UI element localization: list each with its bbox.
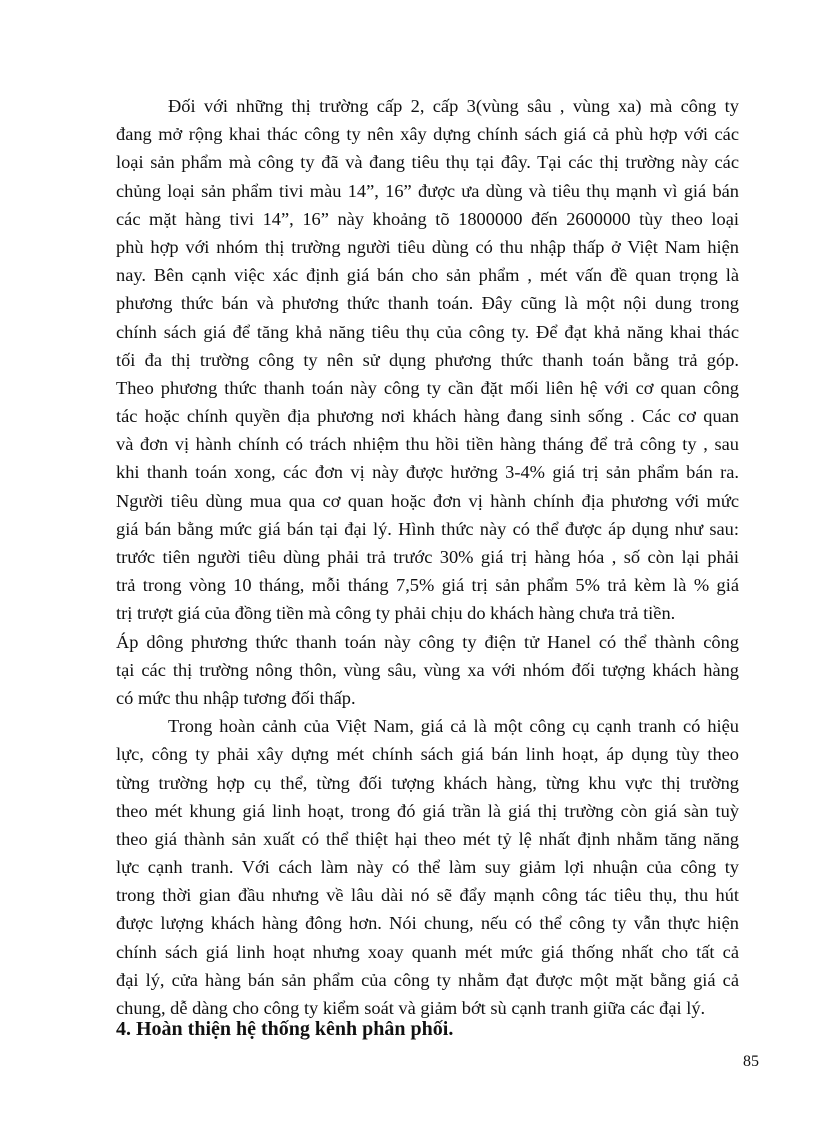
text-line: lực, công ty phải xây dựng mét chính sách giá bán linh hoạt, áp dụng tùy theo (116, 744, 739, 765)
page-number: 85 (743, 1053, 759, 1070)
text-line: từng trường hợp cụ thể, từng đối tượng khách hàng, từng khu vực thị trường (116, 772, 739, 793)
text-line: được lượng khách hàng đông hơn. Nói chung, nếu có thể công ty vẫn thực hiện (116, 913, 739, 934)
text-line: tại các thị trường nông thôn, vùng sâu, vùng xa với nhóm đối tượng khách hàng (116, 659, 739, 680)
text-line: tối đa thị trường công ty nên sử dụng phương thức thanh toán bằng trả góp. (116, 349, 739, 370)
text-line: chính sách giá để tăng khả năng tiêu thụ của công ty. Để đạt khả năng khai thác (116, 321, 739, 342)
text-line: và đơn vị hành chính có trách nhiệm thu hồi tiền hàng tháng để trả công ty , sau (116, 434, 739, 455)
text-line: Theo phương thức thanh toán này công ty cần đặt mối liên hệ với cơ quan công (116, 377, 739, 398)
section-heading: 4. Hoàn thiện hệ thống kênh phân phối. (116, 1018, 454, 1040)
text-line: Đối với những thị trường cấp 2, cấp 3(vùng sâu , vùng xa) mà công ty (168, 96, 739, 116)
text-line: trị trượt giá của đồng tiền mà công ty phải chịu do khách hàng chưa trả tiền. (116, 603, 676, 624)
text-line: nay. Bên cạnh việc xác định giá bán cho sản phẩm , mét vấn đề quan trọng là (116, 265, 739, 286)
text-line: loại sản phẩm mà công ty đã và đang tiêu thụ tại đây. Tại các thị trường này các (116, 152, 739, 173)
text-line: theo giá thành sản xuất có thể thiệt hại theo mét tỷ lệ nhất định nhằm tăng năng (116, 828, 739, 849)
text-line: đại lý, cửa hàng bán sản phẩm của công ty nhằm đạt được một mặt bằng giá cả (116, 969, 739, 990)
text-line: khi thanh toán xong, các đơn vị này được hưởng 3-4% giá trị sản phẩm bán ra. (116, 462, 739, 483)
text-line: trước tiên người tiêu dùng phải trả trước 30% giá trị hàng hóa , số còn lại phải (116, 547, 739, 567)
text-line: chung, dễ dàng cho công ty kiểm soát và giảm bớt sù cạnh tranh giữa các đại lý. (116, 998, 706, 1018)
text-line: theo mét khung giá linh hoạt, trong đó giá trần là giá thị trường còn giá sàn tuỳ (116, 800, 739, 821)
paragraph-hanel-application (116, 628, 739, 713)
text-line: Người tiêu dùng mua qua cơ quan hoặc đơn vị hành chính địa phương với mức (116, 490, 739, 511)
text-line: trong thời gian đầu nhưng về lâu dài nó sẽ đẩy mạnh công tác tiêu thụ, thu hút (116, 885, 739, 906)
text-line: tác hoặc chính quyền địa phương nơi khách hàng đang sinh sống . Các cơ quan (116, 406, 739, 427)
text-line: các mặt hàng tivi 14”, 16” này khoảng tõ 1800000 đến 2600000 tùy theo loại (116, 208, 739, 229)
text-line: giá bán bằng mức giá bán tại đại lý. Hình thức này có thể được áp dụng như sau: (116, 518, 739, 539)
text-line: chính sách giá linh hoạt nhưng xoay quanh mét mức giá thống nhất cho tất cả (116, 941, 739, 962)
body-text (116, 92, 739, 1022)
text-line: chủng loại sản phẩm tivi màu 14”, 16” được ưa dùng và tiêu thụ mạnh vì giá bán (116, 180, 739, 201)
text-line: trả trong vòng 10 tháng, mỗi tháng 7,5% giá trị sản phẩm 5% trả kèm là % giá (116, 575, 739, 596)
text-line: Áp dông phương thức thanh toán này công ty điện tử Hanel có thể thành công (116, 631, 739, 652)
text-line: phù hợp với nhóm thị trường người tiêu dùng có thu nhập thấp ở Việt Nam hiện (116, 236, 739, 257)
text-line: lực cạnh tranh. Với cách làm này có thể làm suy giảm lợi nhuận của công ty (116, 857, 739, 878)
text-line: Trong hoàn cảnh của Việt Nam, giá cả là một công cụ cạnh tranh có hiệu (168, 716, 739, 737)
text-line: có mức thu nhập tương đối thấp. (116, 687, 356, 708)
paragraph-flexible-pricing (116, 712, 739, 1022)
text-line: đang mở rộng khai thác công ty nên xây dựng chính sách giá cả phù hợp với các (116, 124, 739, 145)
text-line: phương thức bán và phương thức thanh toán. Đây cũng là một nội dung trong (116, 293, 739, 314)
paragraph-pricing-markets (116, 92, 739, 628)
